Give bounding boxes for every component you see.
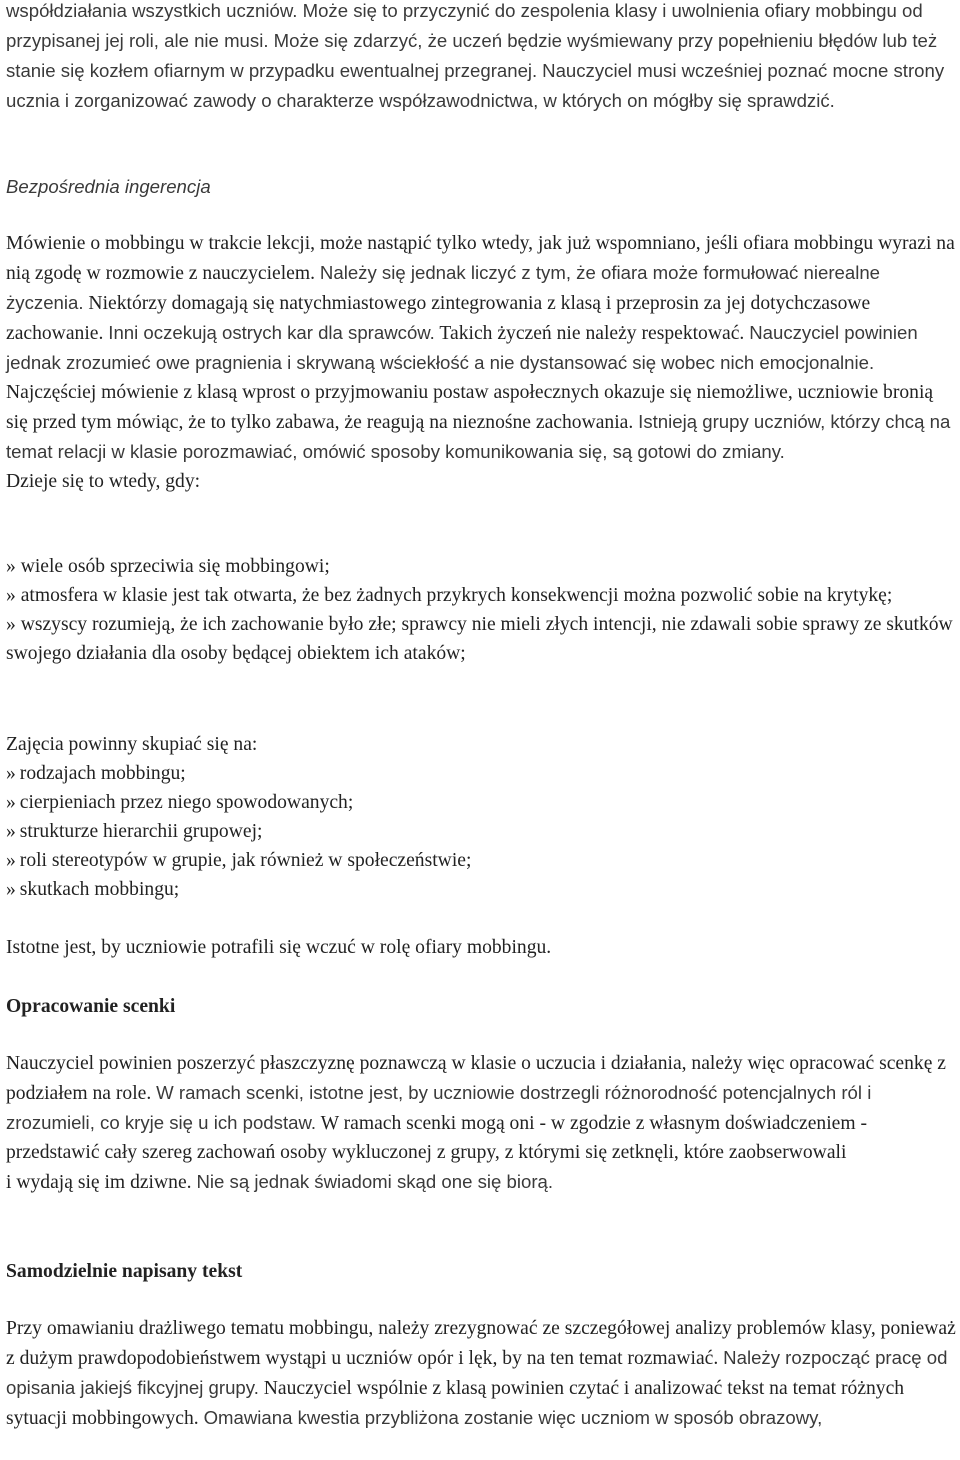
- section-heading-text: [6, 1257, 956, 1286]
- direct-sentence-3: Niektórzy domagają się natychmiastowego zintegrowania z klasą i przeprosin za jej dotychczasowe zachowanie.: [6, 293, 871, 344]
- list-item-text: atmosfera w klasie jest tak otwarta, że bez żadnych przykrych konsekwencji można pozwolić sobie na krytykę;: [20, 585, 893, 606]
- section-heading-scene: [6, 992, 956, 1021]
- list-item-text: roli stereotypów w grupie, jak również w społeczeństwie;: [19, 850, 472, 871]
- text-sentence-1: Przy omawianiu drażliwego tematu mobbingu, należy zrezygnować ze szczegółowej analizy problemów klasy, ponieważ z dużym prawdopodobieństwem wystąpi u uczniów opór i lęk, by na ten temat rozmawiać.: [6, 1318, 956, 1369]
- scene-sentence-4: Nie są jednak świadomi skąd one się biorą.: [196, 1171, 554, 1192]
- list-item: [6, 788, 956, 817]
- bullet-icon: »: [6, 850, 16, 871]
- bullet-icon: »: [6, 879, 16, 900]
- direct-paragraph: [6, 229, 956, 496]
- list-item: [6, 552, 956, 581]
- list-item: [6, 610, 956, 668]
- conditions-list: [6, 552, 956, 668]
- text-sentence-4: Omawiana kwestia przybliżona zostanie więc uczniom w sposób obrazowy,: [203, 1407, 823, 1428]
- intro-text-2: Nauczyciel musi wcześniej poznać mocne strony ucznia i zorganizować zawody o charakterze współzawodnictwa, w których on mógłby się sprawdzić.: [6, 60, 945, 111]
- list-item-text: strukturze hierarchii grupowej;: [19, 821, 263, 842]
- direct-sentence-9: Dzieje się to wtedy, gdy:: [6, 471, 201, 492]
- direct-sentence-2: Należy się jednak liczyć z tym, że ofiara może formułować nierealne życzenia.: [6, 262, 881, 313]
- text-sentence-3: Nauczyciel wspólnie z klasą powinien czytać i analizować tekst na temat różnych sytuacji mobbingowych.: [6, 1378, 905, 1429]
- list-item-text: cierpieniach przez niego spowodowanych;: [19, 792, 354, 813]
- list-item-text: skutkach mobbingu;: [19, 879, 180, 900]
- classes-lead: Zajęcia powinny skupiać się na:: [6, 734, 258, 755]
- section-heading-direct: [6, 172, 956, 201]
- scene-paragraph: [6, 1049, 956, 1197]
- scene-sentence-3b: i wydają się im dziwne.: [6, 1172, 192, 1193]
- bullet-icon: »: [6, 792, 16, 813]
- bullet-icon: »: [6, 585, 16, 606]
- text-sentence-2: Należy rozpocząć pracę od opisania jakiejś fikcyjnej grupy.: [6, 1347, 948, 1398]
- section-heading-scene-text: Opracowanie scenki: [6, 996, 176, 1017]
- direct-sentence-8: Istnieją grupy uczniów, którzy chcą na temat relacji w klasie porozmawiać, omówić sposoby komunikowania się, są gotowi do zmiany.: [6, 411, 951, 462]
- list-item: [6, 581, 956, 610]
- list-item: [6, 875, 956, 904]
- direct-sentence-4: Inni oczekują ostrych kar dla sprawców.: [108, 322, 435, 343]
- bullet-icon: »: [6, 821, 16, 842]
- bullet-icon: »: [6, 556, 16, 577]
- list-item-text: wszyscy rozumieją, że ich zachowanie było złe; sprawcy nie mieli złych intencji, nie zdawali sobie sprawy ze skutków swojego działania dla osoby będącej obiektem ich ataków;: [6, 614, 953, 664]
- list-item: [6, 759, 956, 788]
- direct-sentence-6: Nauczyciel powinien jednak zrozumieć owe pragnienia i skrywaną wściekłość a nie dystansować się wobec nich emocjonalnie.: [6, 322, 918, 373]
- list-item: [6, 817, 956, 846]
- list-item-text: wiele osób sprzeciwia się mobbingowi;: [20, 556, 330, 577]
- scene-sentence-2: W ramach scenki, istotne jest, by uczniowie dostrzegli różnorodność potencjalnych ról i zrozumieli, co kryje się u ich podstaw.: [6, 1082, 872, 1133]
- direct-sentence-1: Mówienie o mobbingu w trakcie lekcji, może nastąpić tylko wtedy, jak już wspomniano, jeśli ofiara mobbingu wyrazi na nią zgodę w rozmowie z nauczycielem.: [6, 233, 955, 284]
- intro-text: współdziałania wszystkich uczniów. Może się to przyczynić do zespolenia klasy i uwolnienia ofiary mobbingu od przypisanej jej roli, ale nie musi. Może się zdarzyć, że uczeń będzie wyśmiewany przy popełnieniu błędów lub też stanie się kozłem ofiarnym w przypadku ewentualnej przegranej.: [6, 0, 938, 81]
- bullet-icon: »: [6, 763, 16, 784]
- intro-paragraph: [6, 0, 956, 116]
- list-item-text: rodzajach mobbingu;: [19, 763, 186, 784]
- direct-sentence-7: Najczęściej mówienie z klasą wprost o przyjmowaniu postaw aspołecznych okazuje się niemożliwe, uczniowie bronią się przed tym mówiąc, że to tylko zabawa, że reagują na nieznośne zachowania.: [6, 382, 934, 433]
- scene-sentence-1: Nauczyciel powinien poszerzyć płaszczyznę poznawczą w klasie o uczucia i działania, należy więc opracować scenkę z podziałem na role.: [6, 1053, 947, 1104]
- classes-block: [6, 730, 956, 904]
- text-paragraph: [6, 1314, 956, 1433]
- list-item: [6, 846, 956, 875]
- direct-sentence-5: Takich życzeń nie należy respektować.: [439, 323, 745, 344]
- bullet-icon: »: [6, 614, 16, 635]
- classes-closing: Istotne jest, by uczniowie potrafili się wczuć w rolę ofiary mobbingu.: [6, 937, 552, 958]
- scene-sentence-3: W ramach scenki mogą oni - w zgodzie z własnym doświadczeniem - przedstawić cały szereg zachowań osoby wykluczonej z grupy, z którymi się zetknęli, które zaobserwowali: [6, 1113, 868, 1163]
- section-heading-direct-text: Bezpośrednia ingerencja: [6, 176, 211, 197]
- section-heading-text-text: Samodzielnie napisany tekst: [6, 1261, 243, 1282]
